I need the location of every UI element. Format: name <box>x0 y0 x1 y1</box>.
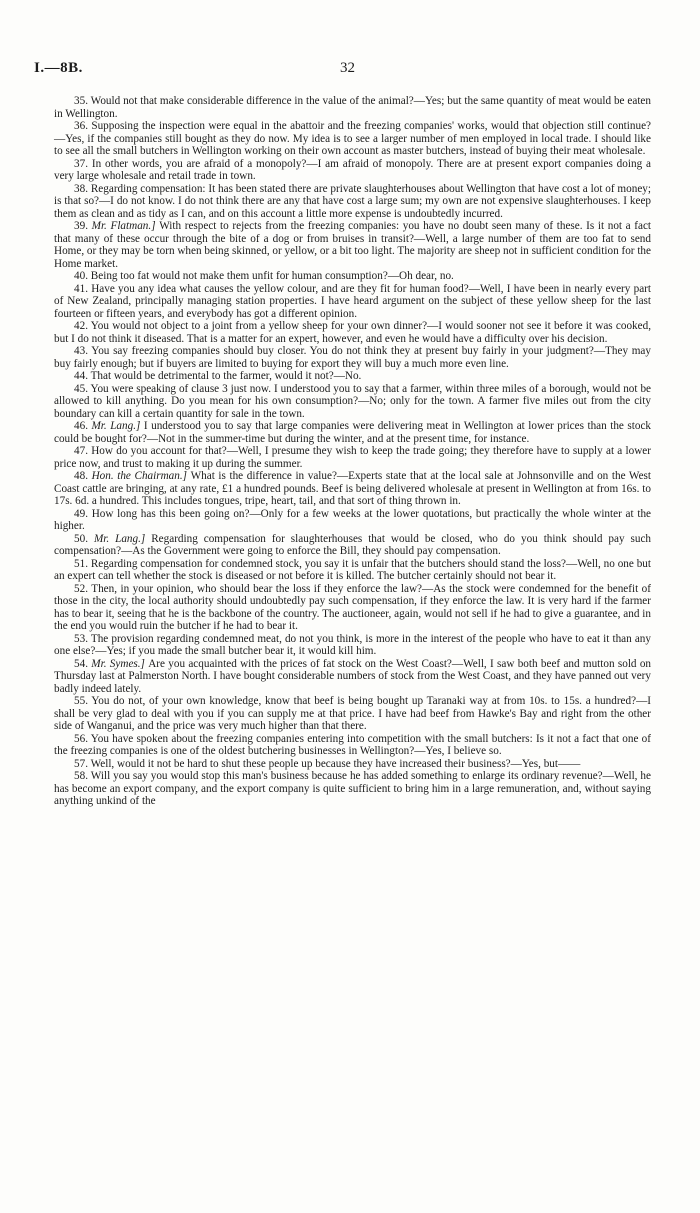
paragraph-text: 38. Regarding compensation: It has been stated there are private slaughterhouses about Wellington that have cost a lot of money; is that so?—I do not know. I do not think there are any that have cost a large sum; my own are not expensive slaughterhouses. I keep them as clean and as tidy as I can, and on this account a little more expense is undoubtedly incurred. <box>54 182 651 220</box>
testimony-paragraph <box>54 283 651 321</box>
page-number: 32 <box>340 60 355 76</box>
speaker-name: Mr. Symes.] <box>91 657 149 670</box>
paragraph-text: What is the difference in value?—Experts state that at the local sale at Johnsonville and on the West Coast cattle are bringing, at any rate, £1 a hundred pounds. Beef is being delivered wholesale at present in Wellington at from 16s. to 17s. 6d. a hundred. This includes tongues, tripe, heart, tail, and that sort of thing thrown in. <box>54 470 652 507</box>
paragraph-text: 53. The provision regarding condemned meat, do not you think, is more in the interest of the people who have to eat it than any one else?—Yes; if you made the small butcher bear it, it would kill him. <box>54 632 651 657</box>
paragraph-text: 58. Will you say you would stop this man's business because he has added something to enlarge its ordinary revenue?—Well, he has become an export company, and the export company is quite sufficient to bring him in a large remuneration, and, without saying anything unkind of the <box>54 770 651 807</box>
testimony-paragraph <box>54 733 651 758</box>
testimony-paragraph <box>54 320 651 345</box>
testimony-paragraph <box>54 470 651 508</box>
testimony-paragraph <box>54 183 651 221</box>
speaker-name: Mr. Lang.] <box>93 532 152 545</box>
speaker-name: Hon. the Chairman.] <box>91 470 191 482</box>
testimony-paragraph <box>54 445 651 470</box>
testimony-paragraph <box>54 758 651 771</box>
testimony-paragraph <box>54 383 651 421</box>
paragraph-text: 49. How long has this been going on?—Only for a few weeks at the lower quotations, but practically the whole winter at the higher. <box>54 507 651 532</box>
paragraph-text: 47. How do you account for that?—Well, I presume they wish to keep the trade going; they therefore have to supply at a lower price now, and trust to making it up during the summer. <box>54 445 651 470</box>
question-number: 46. <box>74 420 92 432</box>
paragraph-text: 55. You do not, of your own knowledge, know that beef is being bought up Taranaki way at from 10s. to 15s. a hundred?—I shall be very glad to deal with you if you can supply me at that price. I have had beef from Hawke's Bay and right from the other side of Wanganui, and the price was very much higher than that there. <box>54 695 651 732</box>
page-header <box>34 60 664 84</box>
speaker-name: Mr. Flatman.] <box>91 220 160 232</box>
paragraph-text: 37. In other words, you are afraid of a monopoly?—I am afraid of monopoly. There are at present export companies doing a very large wholesale and retail trade in town. <box>54 157 651 182</box>
paragraph-text: 56. You have spoken about the freezing companies entering into competition with the small butchers: Is it not a fact that one of the freezing companies is one of the oldest butchering businesses in Wellington?—Yes, I believe so. <box>54 732 651 757</box>
question-number: 54. <box>74 657 92 670</box>
paragraph-text: 35. Would not that make considerable difference in the value of the animal?—Yes; but the same quantity of meat would be eaten in Wellington. <box>54 95 651 120</box>
testimony-paragraph <box>54 270 651 283</box>
testimony-paragraph <box>54 533 651 558</box>
paragraph-text: 43. You say freezing companies should buy closer. You do not think they at present buy fairly in your judgment?—They may buy fairly enough; but if buyers are limited to buying for export they will buy a much more even line. <box>54 345 651 370</box>
question-number: 50. <box>74 532 94 545</box>
document-reference: I.—8B. <box>34 60 83 76</box>
paragraph-text: With respect to rejects from the freezing companies: you have no doubt seen many of these. Is it not a fact that many of these occur through the bite of a dog or from bruises in transit?—Well, a large number of them are too fat to send Home, or they may be torn when being skinned, or yellow, or a bit too light. The majority are sheep not in sufficient condition for the Home market. <box>54 220 652 270</box>
paragraph-text: 51. Regarding compensation for condemned stock, you say it is unfair that the butchers should stand the loss?—Well, no one but an expert can tell whether the stock is diseased or not before it is killed. The butcher certainly should not bear it. <box>54 557 651 582</box>
paragraph-text: 52. Then, in your opinion, who should bear the loss if they enforce the law?—As the stock were condemned for the benefit of those in the city, the local authority should undoubtedly pay such compensation, if they enforce the law. It is very hard if the farmer has to bear it, seeing that he is the backbone of the country. The auctioneer, again, would not sell if he had to give a guarantee, and in the end you would ruin the butcher if he had to bear it. <box>54 582 651 632</box>
testimony-paragraph <box>54 558 651 583</box>
testimony-paragraph <box>54 658 651 696</box>
testimony-paragraph <box>54 583 651 633</box>
testimony-paragraph <box>54 420 651 445</box>
testimony-paragraph <box>54 633 651 658</box>
paragraph-text: Regarding compensation for slaughterhouses that would be closed, who do you think should pay such compensation?—As the Government were going to enforce the Bill, they should pay compensation. <box>54 532 651 557</box>
testimony-paragraph <box>54 95 651 120</box>
question-number: 39. <box>74 220 92 232</box>
paragraph-text: 36. Supposing the inspection were equal in the abattoir and the freezing companies' works, would that objection still continue?—Yes, if the companies still bought as they do now. My idea is to see a larger number of men employed in local trade. I should like to see all the small butchers in Wellington working on their own account as master butchers, instead of buying their meat wholesale. <box>54 120 651 157</box>
testimony-paragraph <box>54 508 651 533</box>
document-body <box>54 95 651 808</box>
speaker-name: Mr. Lang.] <box>91 420 144 432</box>
testimony-paragraph <box>54 158 651 183</box>
paragraph-text: 45. You were speaking of clause 3 just now. I understood you to say that a farmer, within three miles of a borough, would not be allowed to kill anything. Do you mean for his own consumption?—No; only for the town. A farmer five miles out from the city boundary can kill a certain quantity for sale in the town. <box>54 382 651 420</box>
paragraph-text: 41. Have you any idea what causes the yellow colour, and are they fit for human food?—Well, I have been in nearly every part of New Zealand, principally managing station properties. I have heard argument on the subject of these yellow sheep for the last fourteen or fifteen years, and everybody has got a different opinion. <box>54 282 651 320</box>
testimony-paragraph <box>54 370 651 383</box>
question-number: 48. <box>74 470 92 482</box>
paragraph-text: Are you acquainted with the prices of fat stock on the West Coast?—Well, I saw both beef and mutton sold on Thursday last at Palmerston North. I have bought considerable numbers of stock from the West Coast, and they have panned out very badly indeed lately. <box>54 657 652 695</box>
testimony-paragraph <box>54 770 651 808</box>
testimony-paragraph <box>54 220 651 270</box>
paragraph-text: 42. You would not object to a joint from a yellow sheep for your own dinner?—I would sooner not see it before it was cooked, but I do not think it diseased. That is a matter for an expert, however, and even he would have a difficulty over his decision. <box>54 320 651 345</box>
testimony-paragraph <box>54 120 651 158</box>
paragraph-text: 44. That would be detrimental to the farmer, would it not?—No. <box>74 370 362 382</box>
paragraph-text: I understood you to say that large companies were delivering meat in Wellington at lower prices than the stock could be bought for?—Not in the summer-time but during the winter, and at the present time, for instance. <box>54 420 652 445</box>
testimony-paragraph <box>54 695 651 733</box>
paragraph-text: 40. Being too fat would not make them unfit for human consumption?—Oh dear, no. <box>74 270 454 282</box>
testimony-paragraph <box>54 345 651 370</box>
paragraph-text: 57. Well, would it not be hard to shut these people up because they have increased their business?—Yes, but—— <box>74 757 581 770</box>
